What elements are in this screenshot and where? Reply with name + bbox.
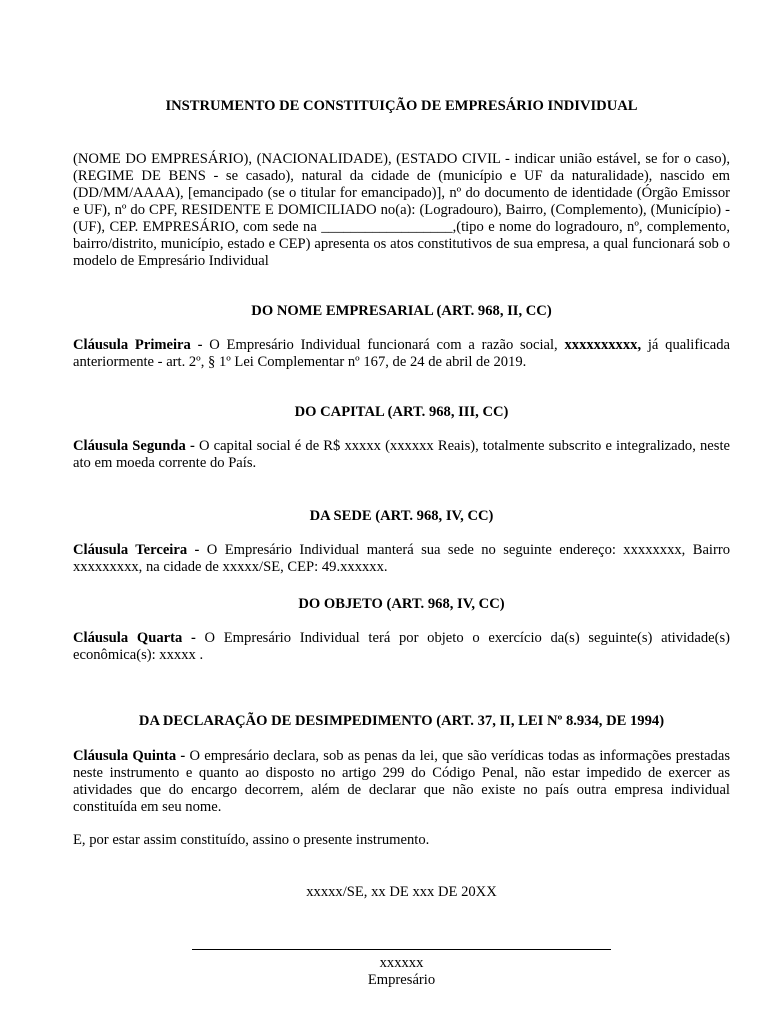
clause-quinta bbox=[73, 748, 730, 816]
clause-terceira-label: Cláusula Terceira - bbox=[73, 542, 200, 558]
section-heading-nome-empresarial: DO NOME EMPRESARIAL (ART. 968, II, CC) bbox=[251, 303, 552, 319]
signature-line bbox=[192, 949, 611, 950]
preamble-paragraph: (NOME DO EMPRESÁRIO), (NACIONALIDADE), (ESTADO CIVIL - indicar união estável, se for o caso), (REGIME DE BENS - se casado), natural da cidade de (município e UF da naturalidade), nascido em (DD/MM/AAAA), [emancipado (se o titular for emancipado)], nº do documento de identidade (Órgão Emissor e UF), nº do CPF, RESIDENTE E DOMICILIADO no(a): (Logradouro), Bairro, (Complemento), (Município) - (UF), CEP. EMPRESÁRIO, com sede na __________________,(tipo e nome do logradouro, nº, complemento, bairro/distrito, município, estado e CEP) apresenta os atos constitutivos de sua empresa, a qual funcionará sob o modelo de Empresário Individual bbox=[73, 151, 730, 269]
clause-segunda bbox=[73, 438, 730, 472]
clause-quarta-label: Cláusula Quarta - bbox=[73, 630, 196, 646]
document-title: INSTRUMENTO DE CONSTITUIÇÃO DE EMPRESÁRIO INDIVIDUAL bbox=[165, 98, 638, 114]
clause-quinta-text: O empresário declara, sob as penas da lei, que são verídicas todas as informações prestadas neste instrumento e quanto ao disposto no artigo 299 do Código Penal, não estar impedido de exercer as atividades que do encargo decorrem, além de declarar que não existe no país outra empresa individual constituída em seu nome. bbox=[73, 748, 731, 815]
clause-quinta-label: Cláusula Quinta - bbox=[73, 748, 186, 764]
clause-quarta bbox=[73, 630, 730, 664]
signature-name: xxxxxx bbox=[379, 955, 424, 971]
clause-segunda-label: Cláusula Segunda - bbox=[73, 438, 195, 454]
clause-terceira bbox=[73, 542, 730, 576]
clause-quarta-text: O Empresário Individual terá por objeto o exercício da(s) seguinte(s) atividade(s) econômica(s): xxxxx . bbox=[73, 630, 730, 663]
section-heading-desimpedimento: DA DECLARAÇÃO DE DESIMPEDIMENTO (ART. 37, II, LEI Nº 8.934, DE 1994) bbox=[138, 713, 665, 729]
place-and-date: xxxxx/SE, xx DE xxx DE 20XX bbox=[306, 884, 497, 900]
signature-role: Empresário bbox=[367, 972, 436, 988]
section-heading-objeto: DO OBJETO (ART. 968, IV, CC) bbox=[298, 596, 505, 612]
section-heading-capital: DO CAPITAL (ART. 968, III, CC) bbox=[294, 404, 509, 420]
clause-primeira-company-name: xxxxxxxxxx, bbox=[564, 337, 642, 353]
clause-segunda-text: O capital social é de R$ xxxxx (xxxxxx Reais), totalmente subscrito e integralizado, neste ato em moeda corrente do País. bbox=[73, 438, 730, 471]
clause-terceira-text: O Empresário Individual manterá sua sede no seguinte endereço: xxxxxxxx, Bairro xxxxxxxxx, na cidade de xxxxx/SE, CEP: 49.xxxxxx. bbox=[73, 542, 730, 575]
clause-primeira bbox=[73, 337, 730, 371]
section-heading-sede: DA SEDE (ART. 968, IV, CC) bbox=[309, 508, 494, 524]
closing-statement: E, por estar assim constituído, assino o presente instrumento. bbox=[73, 832, 430, 848]
clause-primeira-text-before: O Empresário Individual funcionará com a razão social, bbox=[202, 337, 565, 353]
clause-primeira-label: Cláusula Primeira - bbox=[73, 337, 203, 353]
clause-primeira-text-after: já qualificada anteriormente - art. 2º, § 1º Lei Complementar nº 167, de 24 de abril de 2019. bbox=[73, 337, 730, 370]
